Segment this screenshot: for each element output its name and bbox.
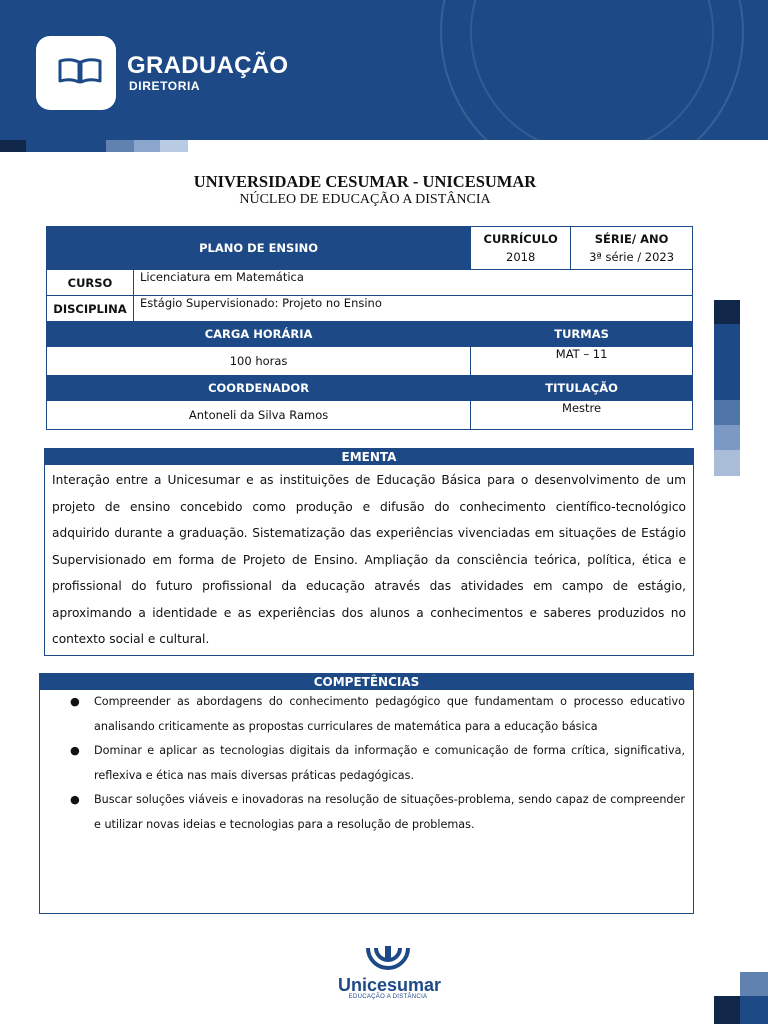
side-decor-block bbox=[714, 425, 740, 450]
curso-value: Licenciatura em Matemática bbox=[134, 270, 693, 296]
corner-decor-block bbox=[740, 996, 768, 1024]
side-decor-block bbox=[714, 300, 740, 324]
serie-cell bbox=[571, 227, 693, 270]
curriculo-cell bbox=[471, 227, 571, 270]
corner-decor-block bbox=[740, 972, 768, 996]
footer-brand: Unicesumar bbox=[338, 975, 442, 995]
titulacao-value: Mestre bbox=[471, 401, 693, 430]
banner-decor-arc-inner bbox=[470, 0, 714, 140]
disciplina-label: DISCIPLINA bbox=[47, 296, 134, 322]
list-item bbox=[40, 788, 685, 837]
turmas-label: TURMAS bbox=[471, 322, 693, 347]
competencias-section bbox=[39, 673, 694, 914]
banner-stripe-segment bbox=[134, 140, 160, 152]
ementa-text: Interação entre a Unicesumar e as instituições de Educação Básica para o desenvolvimento de um projeto de ensino concebido como produção e difusão do conhecimento científico-tecnológico adquirido durante a graduação. Sistematização das experiências vivenciadas em situações de Estágio Supervisionado em forma de Projeto de Ensino. Ampliação da consciência teórica, política, ética e profissional do futuro profissional da educação através das atividades em campo de estágio, aproximando a identidade e as experiências dos alunos a conhecimentos e saberes produzidos no contexto social e cultural. bbox=[52, 473, 686, 646]
carga-value: 100 horas bbox=[47, 347, 471, 376]
turmas-value: MAT – 11 bbox=[471, 347, 693, 376]
competencia-text: Compreender as abordagens do conhecimento pedagógico que fundamentam o processo educativo analisando criticamente as propostas curriculares de matemática para a educação básica bbox=[94, 695, 685, 733]
bullet-icon: ● bbox=[70, 793, 80, 806]
serie-value: 3ª série / 2023 bbox=[589, 250, 675, 264]
plan-title: PLANO DE ENSINO bbox=[47, 227, 471, 270]
brand-subtitle: DIRETORIA bbox=[129, 79, 201, 93]
titulacao-label: TITULAÇÃO bbox=[471, 376, 693, 401]
open-book-icon bbox=[58, 58, 102, 84]
side-decor-block bbox=[714, 450, 740, 476]
bullet-icon: ● bbox=[70, 695, 80, 708]
side-decor-block bbox=[714, 324, 740, 400]
curriculo-value: 2018 bbox=[506, 250, 536, 264]
list-item bbox=[40, 690, 685, 739]
banner-stripe-segment bbox=[0, 140, 26, 152]
ementa-section bbox=[44, 448, 694, 656]
competencia-text: Dominar e aplicar as tecnologias digitais da informação e comunicação de forma crítica, significativa, reflexiva e ética nas mais diversas práticas pedagógicas. bbox=[94, 744, 685, 782]
competencias-heading: COMPETÊNCIAS bbox=[40, 674, 693, 690]
banner-stripe-segment bbox=[106, 140, 134, 152]
brand-title: GRADUAÇÃO bbox=[127, 52, 289, 79]
university-name: UNIVERSIDADE CESUMAR - UNICESUMAR bbox=[193, 172, 537, 191]
coordenador-value: Antoneli da Silva Ramos bbox=[47, 401, 471, 430]
ementa-heading: EMENTA bbox=[45, 449, 693, 465]
carga-label: CARGA HORÁRIA bbox=[47, 322, 471, 347]
coordenador-label: COORDENADOR bbox=[47, 376, 471, 401]
competencia-text: Buscar soluções viáveis e inovadoras na resolução de situações-problema, sendo capaz de compreender e utilizar novas ideias e tecnologias para a resolução de problemas. bbox=[94, 793, 685, 831]
bullet-icon: ● bbox=[70, 744, 80, 757]
footer-tagline: EDUCAÇÃO A DISTÂNCIA bbox=[348, 994, 428, 1000]
curso-label: CURSO bbox=[47, 270, 134, 296]
corner-decor-block bbox=[714, 996, 740, 1024]
curriculo-label: CURRÍCULO bbox=[483, 232, 558, 246]
banner-stripe-segment bbox=[160, 140, 188, 152]
list-item bbox=[40, 739, 685, 788]
banner-stripe-segment bbox=[26, 140, 106, 152]
competencias-list bbox=[40, 690, 693, 837]
nucleus-name: NÚCLEO DE EDUCAÇÃO A DISTÂNCIA bbox=[239, 192, 491, 207]
serie-label: SÉRIE/ ANO bbox=[594, 232, 669, 246]
plan-info-table bbox=[46, 226, 693, 430]
side-decor-block bbox=[714, 400, 740, 425]
disciplina-value: Estágio Supervisionado: Projeto no Ensino bbox=[134, 296, 693, 322]
